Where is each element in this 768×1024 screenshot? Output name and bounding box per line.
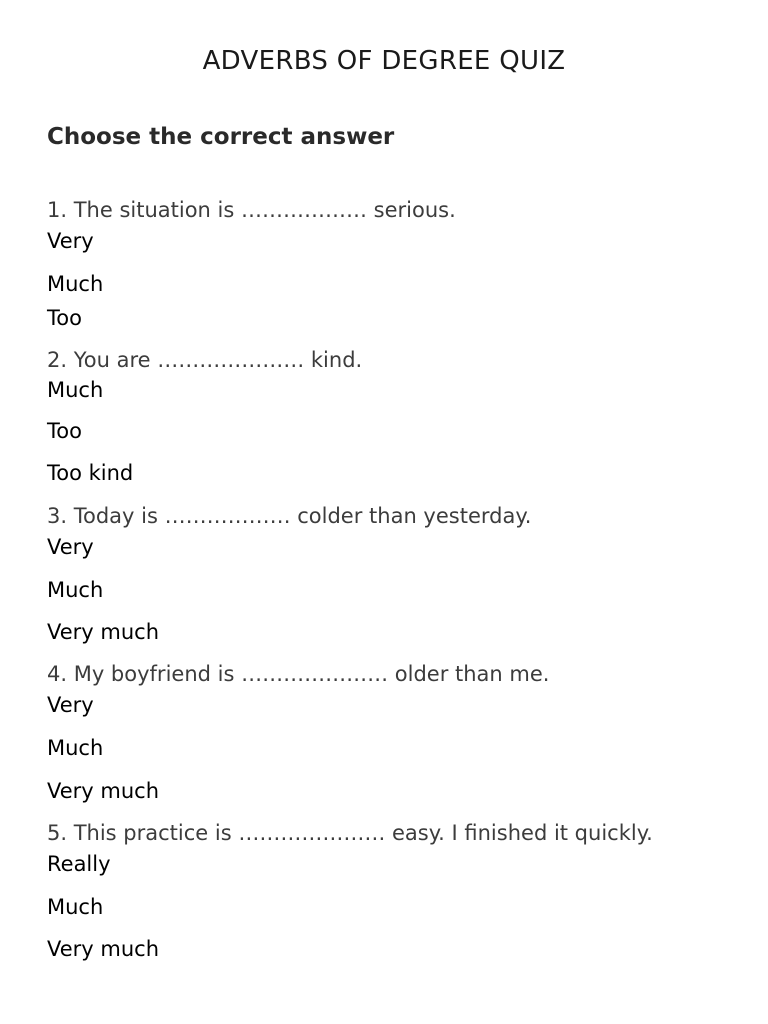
question-1: 1. The situation is ……………… serious.	[47, 198, 456, 222]
question-1-option-1: Very	[47, 229, 94, 253]
question-2-option-2: Too	[47, 419, 82, 443]
question-5-option-3: Very much	[47, 937, 160, 961]
question-4-option-1: Very	[47, 693, 94, 717]
question-4-option-3: Very much	[47, 779, 160, 803]
question-3-option-2: Much	[47, 578, 104, 602]
question-2: 2. You are ………………… kind.	[47, 348, 363, 372]
instruction-heading: Choose the correct answer	[47, 124, 395, 150]
question-3-option-3: Very much	[47, 620, 160, 644]
question-2-option-3: Too kind	[47, 461, 134, 485]
question-2-option-1: Much	[47, 378, 104, 402]
question-5: 5. This practice is ………………… easy. I finished it quickly.	[47, 821, 653, 845]
question-5-option-2: Much	[47, 895, 104, 919]
question-3: 3. Today is ……………… colder than yesterday.	[47, 504, 532, 528]
question-1-option-2: Much	[47, 272, 104, 296]
page-title: ADVERBS OF DEGREE QUIZ	[202, 46, 566, 76]
question-5-option-1: Really	[47, 852, 111, 876]
question-3-option-1: Very	[47, 535, 94, 559]
question-4: 4. My boyfriend is ………………… older than me.	[47, 662, 550, 686]
question-4-option-2: Much	[47, 736, 104, 760]
question-1-option-3: Too	[47, 306, 82, 330]
